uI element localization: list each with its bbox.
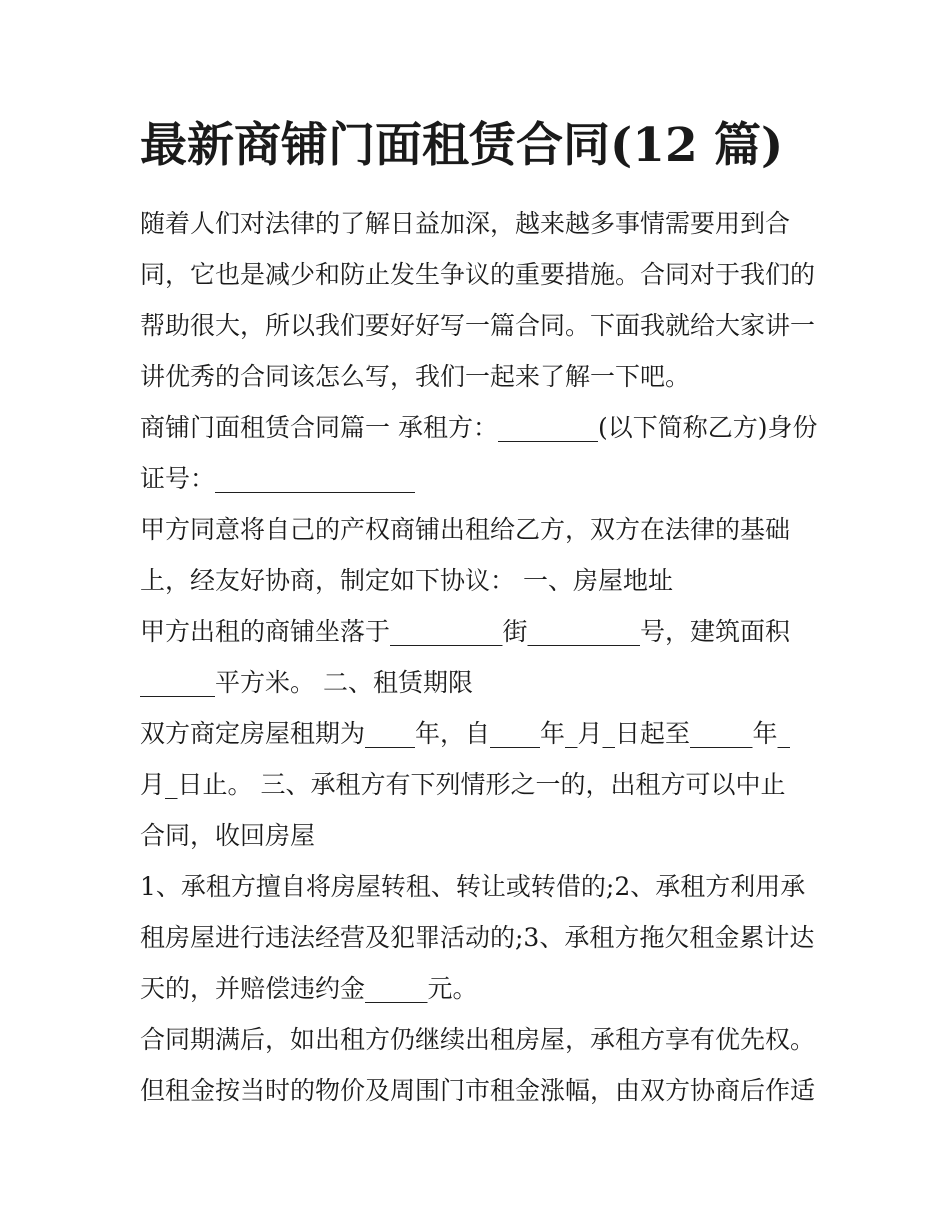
body-line: 合同，收回房屋 bbox=[140, 821, 316, 850]
body-line: 上，经友好协商，制定如下协议： 一、房屋地址 bbox=[140, 566, 673, 595]
document-body bbox=[140, 198, 820, 1116]
body-line: 甲方同意将自己的产权商铺出租给乙方，双方在法律的基础 bbox=[140, 515, 791, 544]
body-line: 随着人们对法律的了解日益加深，越来越多事情需要用到合 bbox=[140, 209, 791, 238]
body-line: 1、承租方擅自将房屋转租、转让或转借的;2、承租方利用承 bbox=[140, 872, 806, 901]
body-line: 双方商定房屋租期为____年，自____年_月_日起至_____年_ bbox=[140, 719, 791, 748]
body-line: 帮助很大，所以我们要好好写一篇合同。下面我就给大家讲一 bbox=[140, 311, 816, 340]
body-line: 但租金按当时的物价及周围门市租金涨幅，由双方协商后作适 bbox=[140, 1076, 816, 1105]
body-line: ______平方米。 二、租赁期限 bbox=[140, 668, 473, 697]
body-line: 天的，并赔偿违约金_____元。 bbox=[140, 974, 478, 1003]
body-line: 证号：________________ bbox=[140, 464, 416, 493]
body-line: 商铺门面租赁合同篇一 承租方：________(以下简称乙方)身份 bbox=[140, 413, 818, 442]
body-line: 租房屋进行违法经营及犯罪活动的;3、承租方拖欠租金累计达 bbox=[140, 923, 815, 952]
body-line: 讲优秀的合同该怎么写，我们一起来了解一下吧。 bbox=[140, 362, 691, 391]
body-line: 同，它也是减少和防止发生争议的重要措施。合同对于我们的 bbox=[140, 260, 816, 289]
body-line: 月_日止。 三、承租方有下列情形之一的，出租方可以中止 bbox=[140, 770, 786, 799]
body-line: 甲方出租的商铺坐落于_________街_________号，建筑面积 bbox=[140, 617, 791, 646]
document-title: 最新商铺门面租赁合同(12 篇) bbox=[140, 118, 784, 173]
body-line: 合同期满后，如出租方仍继续出租房屋，承租方享有优先权。 bbox=[140, 1025, 816, 1054]
